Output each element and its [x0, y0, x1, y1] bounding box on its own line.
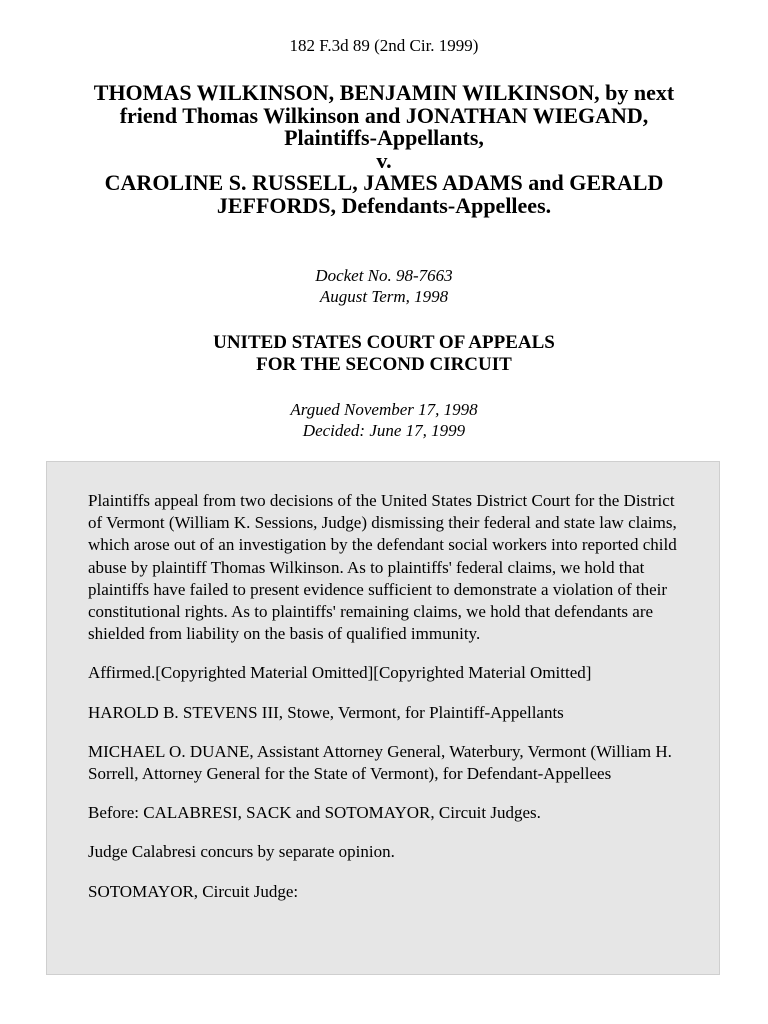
docket-info [0, 265, 768, 307]
panel-judges: Before: CALABRESI, SACK and SOTOMAYOR, Circuit Judges. [88, 803, 541, 823]
caption-line: CAROLINE S. RUSSELL, JAMES ADAMS and GERALD [104, 170, 664, 195]
concurrence-note: Judge Calabresi concurs by separate opinion. [88, 842, 395, 862]
case-citation: 182 F.3d 89 (2nd Cir. 1999) [289, 36, 479, 55]
case-summary-box [46, 461, 720, 975]
court-name-line: UNITED STATES COURT OF APPEALS [213, 332, 555, 353]
summary-paragraph: Plaintiffs appeal from two decisions of the United States District Court for the District of Vermont (William K. Sessions, Judge) dismissing their federal and state law claims, which arose out of an investigation by the defendant social workers into reported child abuse by plaintiff Thomas Wilkinson. As to plaintiffs' federal claims, we hold that plaintiffs have failed to present evidence sufficient to demonstrate a violation of their constitutional rights. As to plaintiffs' remaining claims, we hold that defendants are shielded from liability on the basis of qualified immunity. [88, 491, 677, 644]
disposition: Affirmed.[Copyrighted Material Omitted][Copyrighted Material Omitted] [88, 663, 592, 683]
argued-date: Argued November 17, 1998 [290, 400, 478, 419]
court-name [0, 332, 768, 376]
counsel-appellants: HAROLD B. STEVENS III, Stowe, Vermont, for Plaintiff-Appellants [88, 702, 564, 722]
caption-line: friend Thomas Wilkinson and JONATHAN WIEGAND, [119, 102, 649, 128]
docket-term: August Term, 1998 [319, 287, 449, 306]
docket-number: Docket No. 98-7663 [315, 266, 453, 285]
caption-line: Plaintiffs-Appellants, [284, 125, 484, 150]
counsel-appellees: MICHAEL O. DUANE, Assistant Attorney General, Waterbury, Vermont (William H. Sorrell, Attorney General for the State of Vermont), for Defendant-Appellees [88, 741, 672, 784]
caption-line: JEFFORDS, Defendants-Appellees. [216, 192, 552, 218]
opinion-author: SOTOMAYOR, Circuit Judge: [88, 881, 299, 901]
case-caption [30, 82, 738, 217]
case-summary [88, 490, 688, 920]
court-name-line: FOR THE SECOND CIRCUIT [256, 354, 512, 375]
decided-date: Decided: June 17, 1999 [302, 421, 466, 440]
caption-versus: v. [376, 147, 392, 173]
caption-line: THOMAS WILKINSON, BENJAMIN WILKINSON, by next [93, 80, 675, 105]
case-dates [0, 399, 768, 441]
